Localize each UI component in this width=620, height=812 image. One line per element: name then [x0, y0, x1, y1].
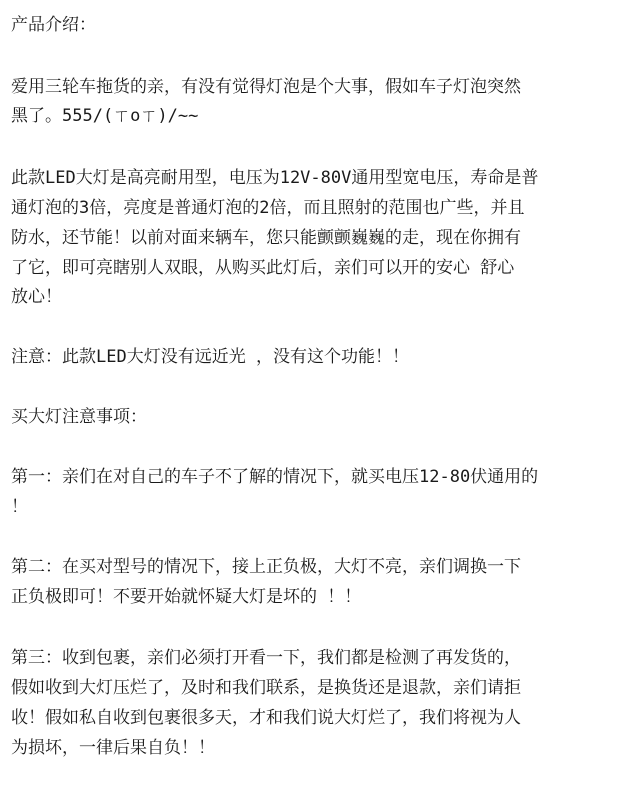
intro-line: 黑了。555/(ㄒoㄒ)/~~ [11, 106, 199, 126]
tip-third-line: 为损坏，一律后果自负！！ [11, 738, 215, 758]
tip-third-line: 第三：收到包裹，亲们必须打开看一下，我们都是检测了再发货的， [11, 648, 521, 668]
tip-first-line: ！ [11, 497, 28, 517]
description-line: 防水，还节能！以前对面来辆车，您只能颤颤巍巍的走，现在你拥有 [11, 228, 521, 248]
tips-heading: 买大灯注意事项： [11, 407, 147, 427]
tip-second-line: 正负极即可！不要开始就怀疑大灯是坏的 ！！ [11, 587, 362, 607]
tip-third-line: 收！假如私自收到包裹很多天，才和我们说大灯烂了，我们将视为人 [11, 708, 521, 728]
description-line: 通灯泡的3倍，亮度是普通灯泡的2倍，而且照射的范围也广些，并且 [11, 198, 525, 218]
tip-second-line: 第二：在买对型号的情况下，接上正负极，大灯不亮，亲们调换一下 [11, 557, 521, 577]
description-line: 放心！ [11, 287, 62, 307]
tip-first-line: 第一：亲们在对自己的车子不了解的情况下，就买电压12-80伏通用的 [11, 467, 539, 487]
description-line: 此款LED大灯是高亮耐用型，电压为12V-80V通用型宽电压，寿命是普 [11, 168, 539, 188]
section-heading: 产品介绍： [11, 15, 96, 35]
intro-line: 爱用三轮车拖货的亲，有没有觉得灯泡是个大事，假如车子灯泡突然 [11, 77, 521, 97]
notice-text: 注意：此款LED大灯没有远近光 ，没有这个功能！！ [11, 347, 409, 367]
tip-third-line: 假如收到大灯压烂了，及时和我们联系，是换货还是退款，亲们请拒 [11, 678, 521, 698]
description-line: 了它，即可亮瞎别人双眼，从购买此灯后，亲们可以开的安心 舒心 [11, 258, 515, 278]
